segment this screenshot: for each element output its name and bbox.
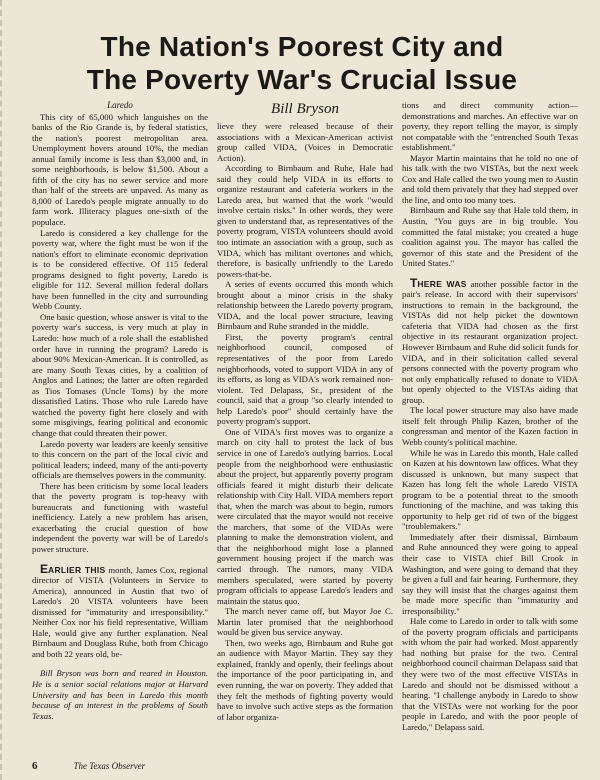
paragraph: Immediately after their dismissal, Birnbaum and Ruhe announced they were going to appeal their case to VISTA chief Bill Crook in Washington, and were going to demand that they be given a full and fair hearing. Furthermore, they say they will insist that the charges against them be made more specific than "immaturity and irresponsibility." [402, 531, 578, 616]
section-lead-paragraph [32, 561, 208, 660]
paragraph: The march never came off, but Mayor Joe C. Martin later promised that the neighborhood would be given bus service anyway. [217, 606, 393, 638]
paragraph: According to Birnbaum and Ruhe, Hale had said they could help VIDA in its efforts to organize restaurant and cafeteria workers in the Laredo area, but warned that the work "would involve certain risks." In other words, they were given to understand that, as representatives of the poverty program, VISTA volunteers should avoid too intimate an association with a group, such as VIDA, which has militant overtones and which, therefore, is basically unfriendly to the Laredo powers-that-be. [217, 163, 393, 279]
lead-words: ARLIER THIS [48, 564, 106, 575]
spacer [32, 555, 208, 564]
lead-text: month, James Cox, regional director of VISTA (Volunteers in Service to America), announced in Austin that two of Laredo's 20 VISTA volunteers have been dismissed for "immaturity and irresponsibility." Neither Cox nor his field representative, William Hale, would give any further explanation. Neal Birnbaum and Douglass Ruhe, both from Chicago and both 22 years old, be- [32, 564, 208, 659]
paragraph: There has been criticism by some local leaders that the poverty program is top-heavy with bureaucrats and functioning with wasteful inefficiency. Lately a new problem has arisen, exacerbating the crucial question of how independent the poverty war will be of Laredo's power structure. [32, 480, 208, 554]
paragraph: One of VIDA's first moves was to organize a march on city hall to protest the lack of bus service in one of Laredo's outlying barrios. Local people from the neighborhood were enthusiastic about the project, but apparently poverty program officials feared it might disturb their delicate relationship with City Hall. VIDA members report that, when the march was about to begin, rumors were circulated that the mayor would not receive the marchers, that some of the VIDAs were planning to make the demonstration violent, and that the neighborhood might lose a planned government housing project if the march was carried through. The rumors, many VIDA members speculated, were started by poverty program officials to appease Laredo's leaders and maintain the status quo. [217, 426, 393, 606]
author-bio: Bill Bryson was born and reared in Houston. He is a senior social relations major at Harvard University and has been in Laredo this month because of an interest in the problems of South Texas. [32, 668, 208, 721]
spacer [32, 659, 208, 668]
dateline: Laredo [107, 100, 133, 110]
section-lead-paragraph [402, 275, 578, 406]
page-number: 6 [32, 760, 38, 772]
byline: Bill Bryson [271, 101, 339, 117]
paragraph: One basic question, whose answer is vital to the poverty war's success, is very much at play in Laredo: how much of a role shall the established order have in running the program? Laredo is about 90% Mexican-American. It is controlled, as are many South Texas cities, by a coalition of Anglos and Latinos; the latter are often regarded as Tios Tomases (Uncle Toms) by the more dissatisfied Latins. Those who rule Laredo have watched the poverty fight here closely and with some misgivings, fearing political and economic change that could threaten their power. [32, 311, 208, 438]
lead-words: HERE WAS [417, 278, 467, 289]
paragraph: First, the poverty program's central neighborhood council, composed of representatives of the poor from Laredo neighborhoods, voted to support VIDA in any of its efforts, as long as VIDA's work remained non-violent. Ted Delapass, Sr., president of the council, said that a group "so clearly intended to help Laredo's poor" should certainly have the poverty program's support. [217, 331, 393, 427]
paragraph: Then, two weeks ago, Birnbaum and Ruhe got an audience with Mayor Martin. They say they explained, frankly and openly, their feelings about the importance of the poor participating in, and even running, the war on poverty. They added that they felt the methods of fighting poverty would have to involve such active steps as the formation of labor organiza- [217, 637, 393, 722]
title-line-1: The Nation's Poorest City and [100, 31, 504, 62]
page-footer [32, 760, 145, 772]
spacer [402, 269, 578, 278]
paragraph: Hale come to Laredo in order to talk with some of the poverty program officials and participants with whom the pair had worked. Most apparently had nothing but praise for the two. Central neighborhood council chairman Delapass said that they were two of the most effective VISTAs in Laredo and should not be dismissed without a hearing. "I challenge anybody in Laredo to show that the VISTAs were not working for the poor people in Laredo, and with the poor people of Laredo," Delapass said. [402, 616, 578, 732]
paragraph: While he was in Laredo this month, Hale called on Kazen at his downtown law offices. What they discussed is unknown, but many suspect that Kazen has long felt the whole Laredo VISTA program to be a potential threat to the smooth functioning of the machine, and was taking this opportunity to help get rid of two of the biggest "troublemakers." [402, 447, 578, 532]
paragraph: lieve they were released because of their associations with a Mexican-American activist group called VIDA, (Voices in Democratic Action). [217, 121, 393, 163]
article-title [32, 30, 572, 96]
paragraph: Laredo poverty war leaders are keenly sensitive to this concern on the part of the local civic and political leaders; indeed, many of the anti-poverty officials are themselves powers in the community. [32, 438, 208, 481]
paragraph: Birnbaum and Ruhe say that Hale told them, in Austin, "You guys are in big trouble. You committed the fatal mistake; you created a huge coalition against you. The mayor has called the governor of this state and the President of the United States." [402, 205, 578, 269]
column-2 [217, 100, 393, 732]
paragraph: Mayor Martin maintains that he told no one of his talk with the two VISTAs, but the next week Cox and Hale called the two young men to Austin and told them privately that they had stepped over the line, and onto too many toes. [402, 152, 578, 205]
paragraph: Laredo is considered a key challenge for the poverty war, where the fight must be won if the nation's effort to eliminate economic deprivation is to be considered effective. Of 115 federal programs designed to fight poverty, Laredo is eligible for 112. Several million federal dollars have been funnelled in the city and surrounding Webb County. [32, 227, 208, 312]
paragraph: tions and direct community action—demonstrations and marches. An effective war on poverty, they report telling the mayor, is simply not compatable with the "entrenched South Texas establishment." [402, 100, 578, 153]
paragraph: The local power structure may also have made itself felt through Philip Kazen, brother of the congressman and mentor of the Kazen faction in Webb county's political machine. [402, 405, 578, 447]
paragraph: This city of 65,000 which languishes on the banks of the Rio Grande is, by federal statistics, the nation's poorest metropolitan area. Unemployment hovers around 10%, the median annual family income is less than $3,000 and, in some neighborhoods, is below $1,500. About a fifth of the city has no sewer service and more than half of the streets are unpaved. As many as 8,000 of Laredo's people migrate annually to do farm work. Illiteracy plagues one-sixth of the populace. [32, 111, 208, 228]
publication-name: The Texas Observer [73, 761, 146, 771]
column-1 [32, 100, 208, 732]
drop-letter: T [410, 275, 418, 290]
title-line-2: The Poverty War's Crucial Issue [86, 64, 518, 95]
paragraph: A series of events occurred this month which brought about a minor crisis in the shaky relationship between the Laredo poverty program, VIDA, and the local power structure, leaving Birnbaum and Ruhe stranded in the middle. [217, 279, 393, 332]
lead-text: another possible factor in the pair's release. In accord with their supervisors' instructions to remain in the background, the VISTAs did not help picket the downtown cafeteria that VIDA had chosen as the first objective in its restaurant organization project. However Birnbaum and Ruhe did solicit funds for VIDA, and in their solicitation called several persons connected with the poverty program who not only emphatically refused to donate to VIDA but openly objected to the VISTAs aiding that group. [402, 278, 578, 405]
column-3 [402, 100, 578, 732]
drop-letter: E [40, 561, 49, 576]
article-body [32, 100, 578, 732]
